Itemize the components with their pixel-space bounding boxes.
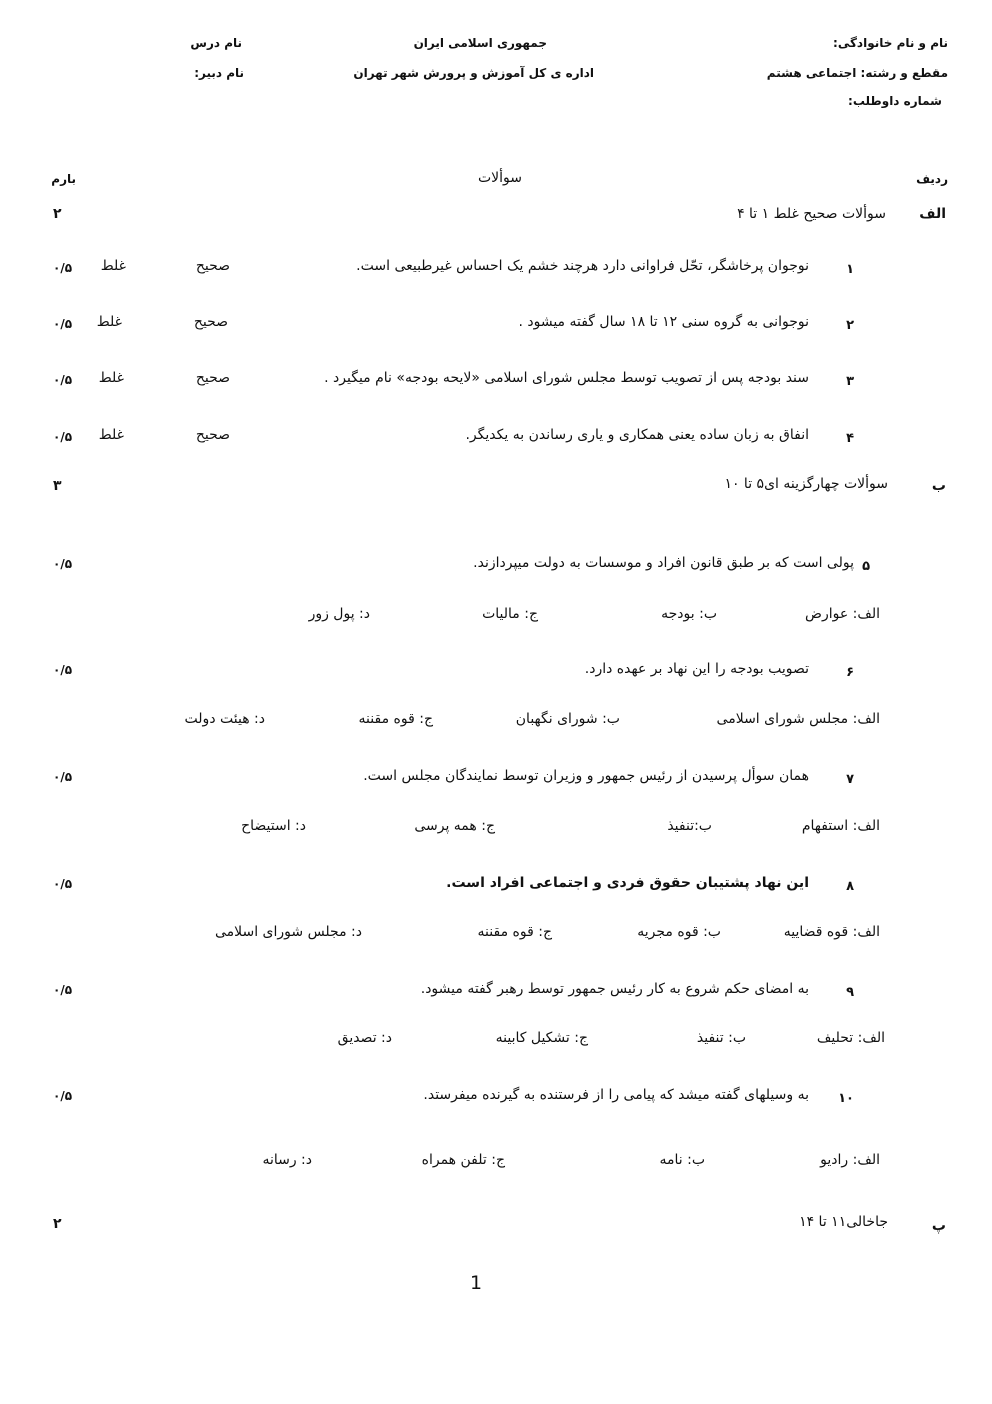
option-b: ب: بودجه (661, 606, 717, 622)
question-score: ۰/۵ (53, 983, 73, 997)
education-office-title: اداره ی کل آموزش و پرورش شهر تهران (353, 66, 594, 80)
question-number: ۲ (846, 318, 854, 333)
question-number: ۹ (846, 985, 854, 1000)
option-a: الف: عوارض (805, 606, 880, 622)
question-number: ۸ (846, 879, 854, 894)
option-a: الف: رادیو (820, 1152, 880, 1168)
question-score: ۰/۵ (53, 557, 73, 571)
section-a-title: سوألات صحیح غلط ۱ تا ۴ (737, 206, 886, 222)
question-text: پولی است که بر طبق قانون افراد و موسسات به دولت میپردازند. (473, 555, 854, 571)
true-option: صحیح (195, 370, 230, 386)
option-b: ب: نامه (659, 1152, 705, 1168)
question-score: ۰/۵ (53, 770, 73, 784)
grade-field-label: مقطع و رشته: اجتماعی هشتم (766, 66, 948, 80)
section-b-score: ۳ (53, 478, 62, 494)
option-c: ج: همه پرسی (414, 818, 495, 834)
option-b: ب:تنفیذ (667, 818, 712, 834)
question-text: این نهاد پشتیبان حقوق فردی و اجتماعی افراد است. (446, 875, 809, 891)
question-score: ۰/۵ (53, 430, 73, 444)
false-option: غلط (98, 427, 124, 443)
false-option: غلط (96, 314, 122, 330)
question-score: ۰/۵ (53, 373, 73, 387)
option-d: د: مجلس شورای اسلامی (214, 924, 362, 940)
row-column-heading: ردیف (916, 172, 948, 186)
question-text: نوجوانی به گروه سنی ۱۲ تا ۱۸ سال گفته میشود . (518, 314, 809, 330)
option-c: ج: مالیات (482, 606, 538, 622)
section-a-score: ۲ (53, 206, 62, 222)
question-score: ۰/۵ (53, 663, 73, 677)
question-score: ۰/۵ (53, 317, 73, 331)
republic-title: جمهوری اسلامی ایران (413, 36, 547, 50)
section-a-letter: الف (919, 206, 946, 222)
true-option: صحیح (193, 314, 228, 330)
question-score: ۰/۵ (53, 877, 73, 891)
question-text: انفاق به زبان ساده یعنی همکاری و یاری رساندن به یکدیگر. (465, 427, 809, 443)
questions-column-heading: سوألات (477, 170, 522, 186)
question-number: ۷ (846, 772, 854, 787)
section-c-title: جاخالی۱۱ تا ۱۴ (799, 1214, 888, 1230)
option-c: ج: قوه مقننه (477, 924, 552, 940)
option-a: الف: استفهام (801, 818, 880, 834)
false-option: غلط (98, 370, 124, 386)
option-c: ج: تلفن همراه (421, 1152, 505, 1168)
teacher-label: نام دبیر: (194, 66, 244, 80)
question-text: سند بودجه پس از تصویب توسط مجلس شورای اسلامی «لایحه بودجه» نام میگیرد . (324, 370, 809, 386)
option-d: د: تصدیق (337, 1030, 392, 1046)
option-b: ب: شورای نگهبان (515, 711, 620, 727)
true-option: صحیح (195, 427, 230, 443)
question-number: ۱ (846, 262, 854, 277)
option-d: د: هیئت دولت (184, 711, 265, 727)
option-a: الف: قوه قضاییه (783, 924, 880, 940)
option-b: ب: قوه مجریه (637, 924, 721, 940)
student-name-label: نام و نام خانوادگی: (833, 36, 948, 50)
question-number: ۵ (862, 559, 870, 574)
option-c: ج: قوه مقننه (358, 711, 433, 727)
score-column-heading: بارم (51, 172, 76, 186)
question-text: تصویب بودجه را این نهاد بر عهده دارد. (584, 661, 809, 677)
candidate-number-label: شماره داوطلب: (848, 94, 942, 108)
option-b: ب: تنفیذ (696, 1030, 746, 1046)
option-d: د: پول زور (308, 606, 370, 622)
false-option: غلط (100, 258, 126, 274)
option-a: الف: مجلس شورای اسلامی (716, 711, 880, 727)
option-c: ج: تشکیل کابینه (495, 1030, 588, 1046)
section-c-score: ۲ (53, 1216, 62, 1232)
question-text: همان سوأل پرسیدن از رئیس جمهور و وزیران توسط نمایندگان مجلس است. (363, 768, 809, 784)
question-number: ۶ (846, 665, 854, 680)
section-b-letter: ب (931, 478, 946, 494)
subject-label: نام درس (190, 36, 242, 50)
question-number: ۳ (846, 374, 854, 389)
question-text: به امضای حکم شروع به کار رئیس جمهور توسط رهبر گفته میشود. (420, 981, 809, 997)
question-number: ۱۰ (838, 1091, 854, 1106)
question-score: ۰/۵ (53, 261, 73, 275)
page-number: 1 (470, 1272, 483, 1294)
section-c-letter: پ (931, 1218, 946, 1234)
question-text: به وسیلهای گفته میشد که پیامی را از فرستنده به گیرنده میفرستد. (423, 1087, 809, 1103)
question-number: ۴ (846, 431, 854, 446)
question-text: نوجوان پرخاشگر، تحّل فراوانی دارد هرچند خشم یک احساس غیرطبیعی است. (356, 258, 809, 274)
option-d: د: استیضاح (241, 818, 306, 834)
option-d: د: رسانه (262, 1152, 312, 1168)
section-b-title: سوألات چهارگزینه ای۵ تا ۱۰ (724, 476, 888, 492)
true-option: صحیح (195, 258, 230, 274)
option-a: الف: تحلیف (816, 1030, 885, 1046)
question-score: ۰/۵ (53, 1089, 73, 1103)
